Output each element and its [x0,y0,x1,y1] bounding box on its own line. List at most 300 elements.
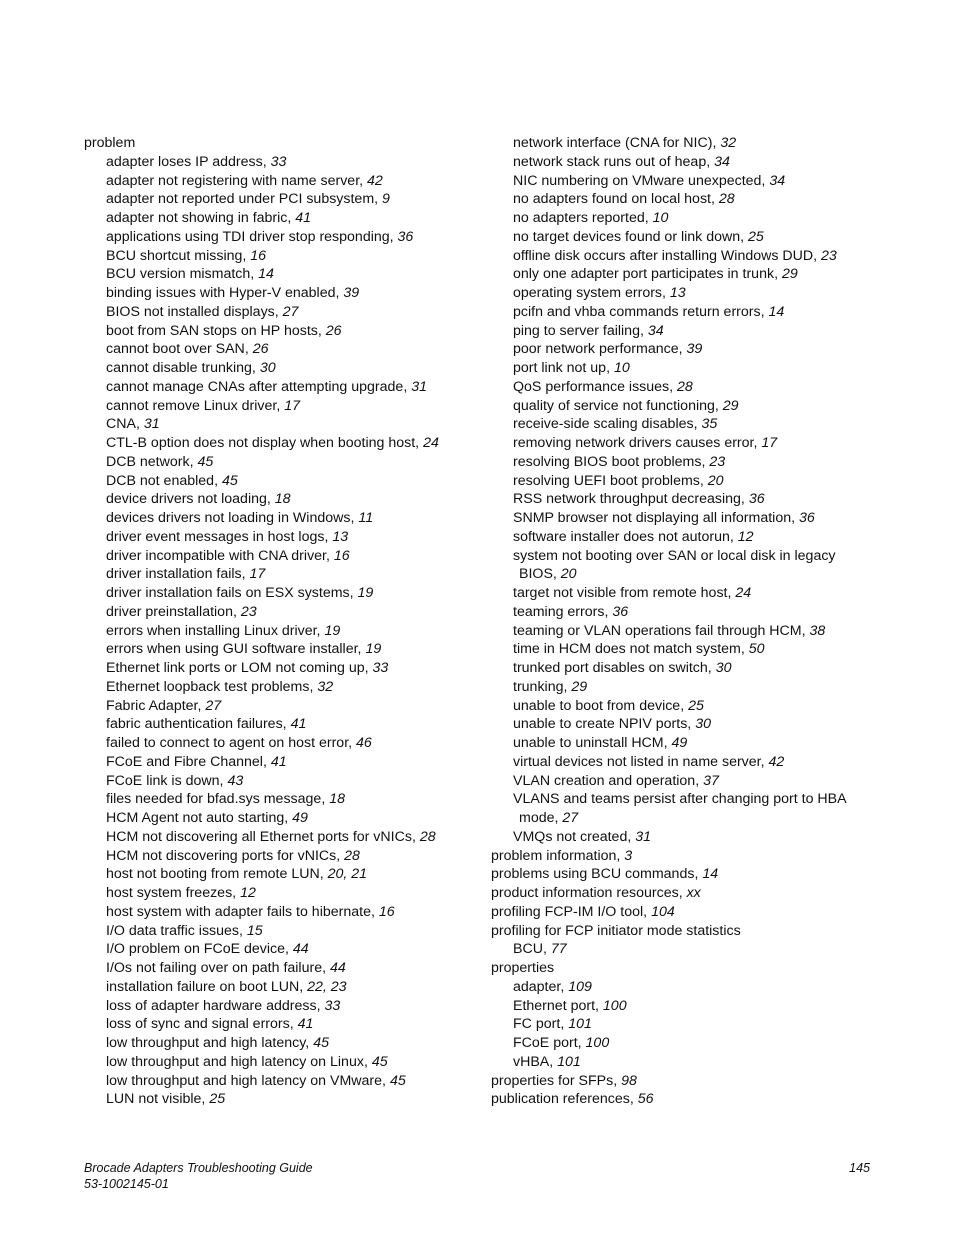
index-page-ref[interactable]: 12 [240,885,256,901]
index-term: publication references [491,1091,630,1108]
index-page-ref[interactable]: 45 [389,1072,406,1089]
index-page-ref[interactable]: 20 [707,472,724,489]
index-term: I/O problem on FCoE device [106,941,285,958]
index-term: driver incompatible with CNA driver [106,547,326,564]
index-page-ref[interactable]: 11 [358,510,374,526]
index-page-ref[interactable]: 45 [221,472,238,489]
index-entry: driver event messages in host logs, 13 [106,528,349,545]
index-entry: resolving UEFI boot problems, 20 [513,472,724,489]
index-page-ref[interactable]: 13 [669,285,686,301]
index-term: FCoE and Fibre Channel [106,753,263,770]
index-entry: loss of sync and signal errors, 41 [106,1016,314,1033]
index-entry: network stack runs out of heap, 34 [513,153,730,170]
index-term: driver installation fails [106,566,242,583]
index-page-ref[interactable]: 31 [635,828,652,845]
index-term: DCB not enabled [106,472,215,489]
index-entry: resolving BIOS boot problems, 23 [513,453,726,470]
index-entry: errors when using GUI software installer, 19 [106,641,382,658]
index-entry: host system freezes, 12 [106,885,256,901]
index-entry: boot from SAN stops on HP hosts, 26 [106,322,342,339]
index-page-ref[interactable]: 31 [411,378,427,395]
index-page-ref[interactable]: 41 [295,210,312,226]
index-page-ref[interactable]: 36 [799,510,815,526]
index-term: HCM not discovering ports for vNICs [106,847,337,864]
index-page-ref[interactable]: 27 [205,697,222,714]
index-entry: removing network drivers causes error, 17 [513,435,778,451]
index-term: teaming errors [513,603,605,620]
index-term: teaming or VLAN operations fail through HCM [513,622,802,639]
index-entry: BCU version mismatch, 14 [106,266,274,283]
index-term: pcifn and vhba commands return errors [513,303,761,320]
index-page-ref[interactable]: 12 [737,528,754,545]
index-page-ref[interactable]: 23 [240,603,257,620]
index-entry: quality of service not functioning, 29 [513,397,739,414]
index-page-ref[interactable]: 33 [270,153,287,170]
index-term: files needed for bfad.sys message [106,791,322,808]
index-entry: only one adapter port participates in trunk, 29 [513,266,798,283]
index-page-ref[interactable]: 27 [562,810,579,826]
index-page-ref[interactable]: 43 [227,772,244,789]
index-page-ref[interactable]: 24 [423,435,439,451]
index-page-ref[interactable]: xx [686,885,701,901]
index-entry: devices drivers not loading in Windows, 11 [106,510,374,526]
index-entry: SNMP browser not displaying all information, 36 [513,510,815,526]
index-page-ref[interactable]: 37 [703,772,719,789]
index-page-ref[interactable]: 42 [768,753,785,770]
index-entry: FC port, 101 [513,1016,592,1033]
index-page-ref[interactable]: 22, 23 [307,978,347,995]
index-page-ref[interactable]: 44 [329,960,346,976]
index-entry: low throughput and high latency on Linux, 45 [106,1053,388,1070]
index-entry: driver installation fails, 17 [106,566,266,583]
index-entry: BCU, 77 [513,941,567,958]
index-page-ref[interactable]: 29 [722,397,739,414]
index-entry: DCB not enabled, 45 [106,472,238,489]
index-page-ref[interactable]: 39 [686,341,703,358]
index-term: Fabric Adapter [106,697,198,714]
index-term: ping to server failing [513,322,640,339]
index-entry: virtual devices not listed in name server, 42 [513,753,785,770]
index-term: device drivers not loading [106,491,267,508]
index-entry [491,790,911,809]
index-page-ref[interactable]: 41 [297,1016,314,1033]
index-page-ref[interactable]: 45 [371,1053,388,1070]
index-page-ref[interactable]: 33 [372,660,389,676]
index-entry: Ethernet link ports or LOM not coming up, 33 [106,660,389,676]
index-entry: target not visible from remote host, 24 [513,585,752,601]
index-entry: binding issues with Hyper-V enabled, 39 [106,285,360,301]
index-entry: CTL-B option does not display when booting host, 24 [106,435,439,451]
index-term: virtual devices not listed in name server [513,753,761,770]
index-term: HCM Agent not auto starting [106,810,285,826]
index-page-ref[interactable]: 28 [718,191,735,208]
index-term: driver event messages in host logs [106,528,325,545]
index-entry: LUN not visible, 25 [106,1091,226,1108]
index-page-ref[interactable]: 30 [715,660,732,676]
index-page-ref[interactable]: 50 [748,641,765,658]
index-page-ref[interactable]: 26 [325,322,342,339]
index-page-ref[interactable]: 100 [602,997,627,1014]
index-term: quality of service not functioning [513,397,715,414]
index-entry: teaming or VLAN operations fail through HCM, 38 [513,622,826,639]
index-page-ref[interactable]: 13 [332,528,349,545]
index-entry: no target devices found or link down, 25 [513,228,764,245]
index-page-ref[interactable]: 30 [695,716,711,733]
index-term: HCM not discovering all Ethernet ports for vNICs [106,828,412,845]
index-page-ref[interactable]: 44 [292,941,309,958]
index-page-ref[interactable]: 28 [344,847,360,864]
index-term: software installer does not autorun [513,528,730,545]
index-page-ref[interactable]: 45 [313,1035,329,1051]
index-term: no adapters found on local host [513,191,711,208]
index-page-ref[interactable]: 28 [419,828,436,845]
index-entry: host not booting from remote LUN, 20, 21 [106,866,368,883]
index-term: SNMP browser not displaying all information [513,510,792,526]
index-page-ref[interactable]: 41 [270,753,287,770]
index-page-ref[interactable]: 15 [246,922,263,939]
index-entry: time in HCM does not match system, 50 [513,641,765,658]
index-term: CNA [106,416,136,433]
index-term: unable to uninstall HCM [513,735,664,751]
index-term: boot from SAN stops on HP hosts [106,322,318,339]
index-entry: FCoE port, 100 [513,1035,610,1051]
index-term: time in HCM does not match system [513,641,741,658]
index-term: loss of adapter hardware address [106,997,317,1014]
index-page-ref[interactable]: 104 [651,903,675,920]
index-term: Ethernet loopback test problems [106,678,310,695]
index-page-ref[interactable]: 25 [209,1091,226,1108]
index-term: receive-side scaling disables [513,416,694,433]
index-entry: publication references, 56 [491,1091,654,1108]
index-entry: driver preinstallation, 23 [106,603,257,620]
index-page-ref[interactable]: 20 [560,566,577,583]
index-page-ref[interactable]: 34 [769,172,786,189]
index-page-ref[interactable]: 27 [282,303,299,320]
index-term: BCU shortcut missing [106,247,243,264]
index-term: I/O data traffic issues [106,922,240,939]
index-entry: network interface (CNA for NIC), 32 [513,135,737,151]
index-term: low throughput and high latency on VMware [106,1072,383,1089]
index-page-ref[interactable]: 100 [585,1035,610,1051]
index-page-ref[interactable]: 29 [781,266,798,283]
index-entry [491,547,911,566]
index-page-ref[interactable]: 45 [197,453,214,470]
index-page-ref[interactable]: 49 [671,735,688,751]
index-page-ref[interactable]: 35 [701,416,718,433]
index-page-ref[interactable]: 98 [621,1072,637,1089]
index-entry: FCoE and Fibre Channel, 41 [106,753,287,770]
index-term: driver preinstallation [106,603,233,620]
index-term: adapter [513,978,561,995]
index-entry [84,134,484,153]
index-term: cannot manage CNAs after attempting upgrade [106,378,404,395]
index-page-ref[interactable]: 16 [250,247,267,264]
index-page-ref[interactable]: 17 [284,397,301,414]
index-term: adapter not registering with name server [106,172,360,189]
index-entry: trunked port disables on switch, 30 [513,660,732,676]
index-entry: Ethernet port, 100 [513,997,627,1014]
footer-left [84,1160,313,1192]
index-term: cannot remove Linux driver [106,397,277,414]
index-entry: VMQs not created, 31 [513,828,652,845]
index-term: Ethernet link ports or LOM not coming up [106,660,365,676]
index-entry: Fabric Adapter, 27 [106,697,222,714]
index-page-ref[interactable]: 16 [333,547,350,564]
index-page-ref[interactable]: 56 [637,1091,654,1108]
index-entry: HCM not discovering all Ethernet ports for vNICs, 28 [106,828,436,845]
index-entry [491,959,911,978]
index-entry: applications using TDI driver stop responding, 36 [106,228,414,245]
index-entry: port link not up, 10 [513,360,630,376]
index-term: network interface (CNA for NIC) [513,135,713,151]
index-term: resolving BIOS boot problems [513,453,702,470]
index-page-ref[interactable]: 3 [624,847,633,864]
index-term: devices drivers not loading in Windows [106,510,351,526]
index-page-ref[interactable]: 49 [292,810,308,826]
index-entry: HCM Agent not auto starting, 49 [106,810,308,826]
index-entry: vHBA, 101 [513,1053,581,1070]
index-term: errors when using GUI software installer [106,641,358,658]
index-entry: I/O problem on FCoE device, 44 [106,941,309,958]
index-term: DCB network [106,453,190,470]
index-page-ref[interactable]: 25 [748,228,764,245]
index-term: properties [491,960,555,976]
index-term: unable to boot from device [513,697,681,714]
index-entry: operating system errors, 13 [513,285,686,301]
index-entry: trunking, 29 [513,678,588,695]
index-page-ref[interactable]: 23 [821,247,837,264]
index-term: LUN not visible [106,1091,202,1108]
index-term: cannot disable trunking [106,360,252,376]
index-page-ref[interactable]: 14 [702,866,719,883]
index-page-ref[interactable]: 23 [709,453,726,470]
index-entry: mode, 27 [519,810,579,826]
index-page-ref[interactable]: 19 [324,622,341,639]
index-entry: adapter not showing in fabric, 41 [106,210,312,226]
index-entry [491,922,911,941]
index-term: applications using TDI driver stop responding [106,228,390,245]
index-term: target not visible from remote host [513,585,728,601]
index-page-ref[interactable]: 16 [378,903,395,920]
index-term: removing network drivers causes error [513,435,754,451]
index-entry: I/O data traffic issues, 15 [106,922,263,939]
index-entry: no adapters found on local host, 28 [513,191,735,208]
index-entry: files needed for bfad.sys message, 18 [106,791,345,808]
index-term: adapter loses IP address [106,153,263,170]
index-page-ref[interactable]: 32 [317,678,334,695]
index-entry: BIOS, 20 [519,566,577,583]
index-page-ref[interactable]: 30 [259,360,276,376]
index-page-ref[interactable]: 32 [720,135,737,151]
index-term: driver installation fails on ESX systems [106,585,350,601]
index-page-ref[interactable]: 34 [647,322,664,339]
index-term: loss of sync and signal errors [106,1016,290,1033]
index-term: host system freezes [106,885,233,901]
index-column-right [491,134,911,1109]
index-entry: low throughput and high latency on VMware, 45 [106,1072,406,1089]
index-term: I/Os not failing over on path failure [106,960,323,976]
index-term: low throughput and high latency on Linux [106,1053,364,1070]
index-term: profiling FCP-IM I/O tool [491,903,644,920]
index-page-ref[interactable]: 14 [768,303,785,320]
index-term: poor network performance [513,341,679,358]
index-entry: teaming errors, 36 [513,603,629,620]
index-term: product information resources [491,885,679,901]
index-term: resolving UEFI boot problems [513,472,700,489]
index-term: unable to create NPIV ports [513,716,688,733]
index-term: system not booting over SAN or local disk in legacy [513,547,836,564]
index-page-ref[interactable]: 42 [367,172,383,189]
index-page-ref[interactable]: 26 [252,341,269,358]
index-term: QoS performance issues [513,378,670,395]
index-term: CTL-B option does not display when booting host [106,435,416,451]
index-page-ref[interactable]: 36 [612,603,629,620]
index-entry: installation failure on boot LUN, 22, 23 [106,978,347,995]
index-page-ref[interactable]: 77 [550,941,567,958]
footer-title: Brocade Adapters Troubleshooting Guide [84,1161,313,1175]
index-term: profiling for FCP initiator mode statistics [491,922,741,939]
index-page-ref[interactable]: 34 [714,153,730,170]
index-term: vHBA [513,1053,550,1070]
index-entry: driver installation fails on ESX systems, 19 [106,585,374,601]
index-entry: unable to create NPIV ports, 30 [513,716,711,733]
index-entry: poor network performance, 39 [513,341,703,358]
index-entry: VLAN creation and operation, 37 [513,772,719,789]
index-entry: QoS performance issues, 28 [513,378,693,395]
index-term: Ethernet port [513,997,596,1014]
index-term: FCoE port [513,1035,578,1051]
index-entry: host system with adapter fails to hibernate, 16 [106,903,395,920]
index-page-ref[interactable]: 109 [568,978,592,995]
index-term: offline disk occurs after installing Windows DUD [513,247,814,264]
index-entry: fabric authentication failures, 41 [106,716,307,733]
index-page-ref[interactable]: 25 [688,697,704,714]
index-term: VLANS and teams persist after changing port to HBA [513,791,847,808]
index-entry: product information resources, xx [491,885,701,901]
index-page-ref[interactable]: 19 [365,641,382,658]
index-page-ref[interactable]: 10 [652,210,669,226]
index-entry: I/Os not failing over on path failure, 44 [106,960,346,976]
index-term: binding issues with Hyper-V enabled [106,285,336,301]
index-entry: adapter loses IP address, 33 [106,153,287,170]
index-page-ref[interactable]: 19 [357,585,374,601]
index-term: mode [519,810,555,826]
index-page-ref[interactable]: 36 [748,491,765,508]
index-entry: CNA, 31 [106,416,160,433]
index-page-ref[interactable]: 18 [329,791,345,808]
index-entry: unable to boot from device, 25 [513,697,704,714]
index-page-ref[interactable]: 33 [324,997,341,1014]
index-term: host not booting from remote LUN [106,866,320,883]
index-entry: adapter not registering with name server, 42 [106,172,383,189]
index-entry: loss of adapter hardware address, 33 [106,997,341,1014]
index-term: adapter not showing in fabric [106,210,288,226]
index-entry: unable to uninstall HCM, 49 [513,735,688,751]
index-term: BIOS not installed displays [106,303,275,320]
index-page-ref[interactable]: 38 [809,622,826,639]
index-page-ref[interactable]: 20, 21 [327,866,368,883]
index-entry: low throughput and high latency, 45 [106,1035,329,1051]
index-entry: no adapters reported, 10 [513,210,669,226]
index-term: VLAN creation and operation [513,772,696,789]
index-entry: BCU shortcut missing, 16 [106,247,267,264]
index-entry: Ethernet loopback test problems, 32 [106,678,334,695]
index-term: RSS network throughput decreasing [513,491,741,508]
index-page-ref[interactable]: 14 [258,266,274,283]
index-entry: problem information, 3 [491,847,633,864]
index-term: problems using BCU commands [491,866,695,883]
index-page-ref[interactable]: 17 [249,566,266,583]
index-page-ref[interactable]: 46 [356,735,372,751]
index-term: no target devices found or link down [513,228,741,245]
index-term: FC port [513,1016,561,1033]
index-term: trunking [513,678,564,695]
index-page-ref[interactable]: 39 [343,285,360,301]
index-entry: HCM not discovering ports for vNICs, 28 [106,847,360,864]
index-entry: cannot boot over SAN, 26 [106,341,269,358]
index-page-ref[interactable]: 17 [761,435,778,451]
index-page-ref[interactable]: 9 [382,191,390,208]
index-term: problem [84,135,136,151]
index-page-ref[interactable]: 41 [290,716,307,733]
index-term: BCU version mismatch [106,266,251,283]
index-term: installation failure on boot LUN [106,978,300,995]
index-term: adapter not reported under PCI subsystem [106,191,375,208]
index-page-ref[interactable]: 31 [143,416,160,433]
index-entry: ping to server failing, 34 [513,322,664,339]
index-term: FCoE link is down [106,772,220,789]
index-term: only one adapter port participates in trunk [513,266,775,283]
index-entry: adapter not reported under PCI subsystem, 9 [106,191,390,208]
index-entry: device drivers not loading, 18 [106,491,291,508]
index-term: NIC numbering on VMware unexpected [513,172,762,189]
index-entry: NIC numbering on VMware unexpected, 34 [513,172,786,189]
index-entry: failed to connect to agent on host error, 46 [106,735,372,751]
index-term: problem information [491,847,617,864]
index-page-ref[interactable]: 29 [571,678,588,695]
index-entry: adapter, 109 [513,978,592,995]
index-entry: problems using BCU commands, 14 [491,866,719,883]
index-page-ref[interactable]: 101 [568,1016,592,1033]
index-entry: DCB network, 45 [106,453,214,470]
index-term: BIOS [519,566,553,583]
index-entry: cannot disable trunking, 30 [106,360,276,376]
index-term: failed to connect to agent on host error [106,735,349,751]
index-term: BCU [513,941,543,958]
footer-doc-number: 53-1002145-01 [84,1177,169,1191]
index-entry: FCoE link is down, 43 [106,772,244,789]
index-term: port link not up [513,360,607,376]
index-entry: driver incompatible with CNA driver, 16 [106,547,350,564]
index-entry: offline disk occurs after installing Windows DUD, 23 [513,247,837,264]
index-entry: profiling FCP-IM I/O tool, 104 [491,903,675,920]
index-term: fabric authentication failures [106,716,283,733]
index-page-ref[interactable]: 10 [613,360,630,376]
index-column-left [84,134,484,1109]
index-entry: pcifn and vhba commands return errors, 14 [513,303,785,320]
index-entry: receive-side scaling disables, 35 [513,416,718,433]
footer-page-number: 145 [849,1161,870,1175]
index-page-ref[interactable]: 36 [397,228,414,245]
index-term: operating system errors [513,285,663,301]
index-page-ref[interactable]: 24 [735,585,752,601]
index-term: properties for SFPs [491,1072,614,1089]
index-entry: cannot remove Linux driver, 17 [106,397,301,414]
index-page-ref[interactable]: 101 [557,1053,581,1070]
index-page-ref[interactable]: 18 [274,491,291,508]
index-term: trunked port disables on switch [513,660,708,676]
index-page-ref[interactable]: 28 [677,378,693,395]
